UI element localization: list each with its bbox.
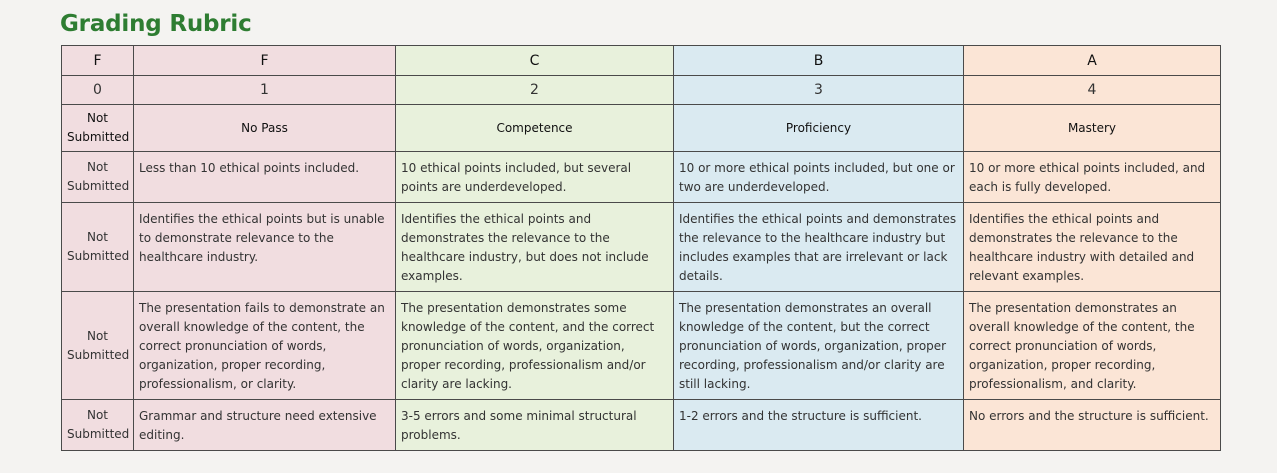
level-cell: No Pass bbox=[134, 105, 396, 152]
rubric-cell: The presentation demonstrates an overall knowledge of the content, but the correct pronunciation of words, organization, proper recording, professionalism and/or clarity are still lacking. bbox=[674, 292, 964, 400]
grade-cell: F bbox=[62, 46, 134, 76]
grade-cell: B bbox=[674, 46, 964, 76]
level-header-row bbox=[62, 105, 1221, 152]
not-submitted-cell: Not Submitted bbox=[62, 203, 134, 292]
rubric-cell: The presentation demonstrates some knowledge of the content, and the correct pronunciation of words, organization, proper recording, professionalism and/or clarity are lacking. bbox=[396, 292, 674, 400]
points-cell: 2 bbox=[396, 76, 674, 105]
table-row bbox=[62, 152, 1221, 203]
grade-cell: A bbox=[964, 46, 1221, 76]
rubric-cell: No errors and the structure is sufficient. bbox=[964, 400, 1221, 451]
table-row bbox=[62, 203, 1221, 292]
page-title: Grading Rubric bbox=[60, 11, 252, 37]
not-submitted-cell: Not Submitted bbox=[62, 152, 134, 203]
level-cell: Competence bbox=[396, 105, 674, 152]
rubric-table bbox=[61, 45, 1221, 451]
rubric-cell: The presentation fails to demonstrate an overall knowledge of the content, the correct pronunciation of words, organization, proper recording, professionalism, or clarity. bbox=[134, 292, 396, 400]
table-row bbox=[62, 400, 1221, 451]
rubric-cell: The presentation demonstrates an overall knowledge of the content, the correct pronunciation of words, organization, proper recording, professionalism, and clarity. bbox=[964, 292, 1221, 400]
points-cell: 4 bbox=[964, 76, 1221, 105]
points-cell: 1 bbox=[134, 76, 396, 105]
grade-header-row bbox=[62, 46, 1221, 76]
not-submitted-cell: Not Submitted bbox=[62, 400, 134, 451]
grade-cell: F bbox=[134, 46, 396, 76]
rubric-cell: Identifies the ethical points but is unable to demonstrate relevance to the healthcare industry. bbox=[134, 203, 396, 292]
points-cell: 0 bbox=[62, 76, 134, 105]
grade-cell: C bbox=[396, 46, 674, 76]
points-cell: 3 bbox=[674, 76, 964, 105]
rubric-cell: 10 or more ethical points included, and each is fully developed. bbox=[964, 152, 1221, 203]
rubric-cell: 10 or more ethical points included, but one or two are underdeveloped. bbox=[674, 152, 964, 203]
rubric-cell: 10 ethical points included, but several points are underdeveloped. bbox=[396, 152, 674, 203]
rubric-cell: 1-2 errors and the structure is sufficient. bbox=[674, 400, 964, 451]
not-submitted-cell: Not Submitted bbox=[62, 292, 134, 400]
level-cell: Not Submitted bbox=[62, 105, 134, 152]
rubric-cell: Identifies the ethical points and demonstrates the relevance to the healthcare industry with detailed and relevant examples. bbox=[964, 203, 1221, 292]
rubric-cell: Grammar and structure need extensive editing. bbox=[134, 400, 396, 451]
level-cell: Proficiency bbox=[674, 105, 964, 152]
table-row bbox=[62, 292, 1221, 400]
rubric-cell: Less than 10 ethical points included. bbox=[134, 152, 396, 203]
rubric-cell: Identifies the ethical points and demonstrates the relevance to the healthcare industry, but does not include examples. bbox=[396, 203, 674, 292]
level-cell: Mastery bbox=[964, 105, 1221, 152]
rubric-cell: Identifies the ethical points and demonstrates the relevance to the healthcare industry but includes examples that are irrelevant or lack details. bbox=[674, 203, 964, 292]
rubric-cell: 3-5 errors and some minimal structural problems. bbox=[396, 400, 674, 451]
points-header-row bbox=[62, 76, 1221, 105]
